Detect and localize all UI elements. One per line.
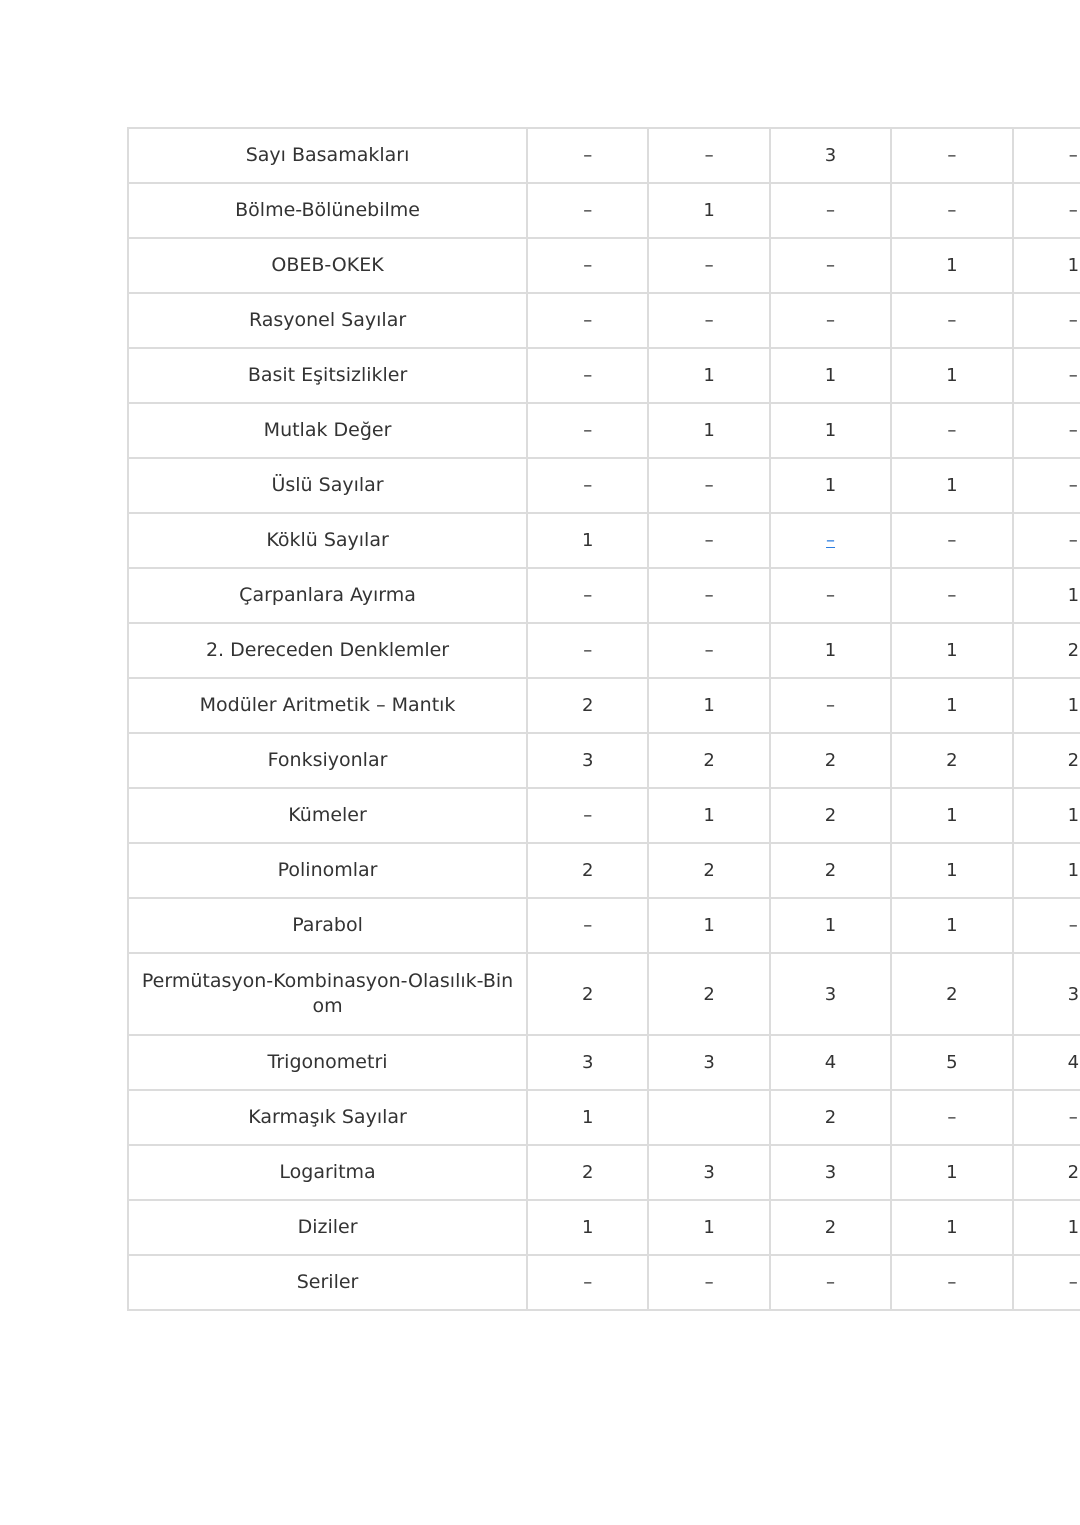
topic-question-table	[127, 127, 1080, 1311]
topic-cell: Logaritma	[128, 1145, 527, 1200]
table-row	[128, 788, 1080, 843]
count-cell: 1	[1013, 678, 1080, 733]
table-row	[128, 513, 1080, 568]
count-cell: –	[770, 293, 891, 348]
topic-cell: Trigonometri	[128, 1035, 527, 1090]
count-cell: 1	[648, 348, 769, 403]
count-cell: 3	[1013, 953, 1080, 1035]
count-cell: 3	[770, 1145, 891, 1200]
count-cell: 2	[527, 953, 648, 1035]
table-row	[128, 678, 1080, 733]
count-cell: 2	[1013, 1145, 1080, 1200]
count-cell: –	[1013, 1255, 1080, 1310]
topic-cell: Seriler	[128, 1255, 527, 1310]
count-cell	[648, 1090, 769, 1145]
count-cell: 1	[648, 183, 769, 238]
topic-cell: Parabol	[128, 898, 527, 953]
count-cell: 1	[891, 1200, 1012, 1255]
count-cell: 2	[891, 953, 1012, 1035]
count-cell: 1	[1013, 1200, 1080, 1255]
count-cell: –	[770, 183, 891, 238]
cell-link[interactable]: –	[826, 530, 836, 551]
count-cell: 1	[527, 1200, 648, 1255]
count-cell: 2	[770, 1090, 891, 1145]
table-row	[128, 1145, 1080, 1200]
count-cell: 2	[770, 788, 891, 843]
table-row	[128, 238, 1080, 293]
count-cell: –	[891, 183, 1012, 238]
table-row	[128, 623, 1080, 678]
topic-cell: Fonksiyonlar	[128, 733, 527, 788]
count-cell: 2	[1013, 623, 1080, 678]
count-cell: 1	[891, 1145, 1012, 1200]
count-cell: 2	[770, 733, 891, 788]
topic-cell: Mutlak Değer	[128, 403, 527, 458]
count-cell: –	[527, 293, 648, 348]
count-cell: 2	[770, 1200, 891, 1255]
count-cell: 1	[891, 623, 1012, 678]
count-cell: 1	[891, 788, 1012, 843]
count-cell: 1	[770, 623, 891, 678]
count-cell: 2	[648, 843, 769, 898]
count-cell: 1	[891, 238, 1012, 293]
count-cell: 3	[648, 1035, 769, 1090]
count-cell: 1	[648, 788, 769, 843]
count-cell: –	[527, 898, 648, 953]
topic-cell: 2. Dereceden Denklemler	[128, 623, 527, 678]
count-cell: –	[648, 293, 769, 348]
topic-cell: Permütasyon-Kombinasyon-Olasılık-Binom	[128, 953, 527, 1035]
count-cell: 2	[527, 843, 648, 898]
topic-cell: Köklü Sayılar	[128, 513, 527, 568]
count-cell: –	[891, 403, 1012, 458]
count-cell: 1	[1013, 788, 1080, 843]
count-cell: 3	[527, 1035, 648, 1090]
count-cell: 3	[770, 128, 891, 183]
count-cell: –	[1013, 403, 1080, 458]
table-row	[128, 953, 1080, 1035]
count-cell: –	[527, 348, 648, 403]
table-row	[128, 1035, 1080, 1090]
count-cell: 2	[527, 1145, 648, 1200]
table-row	[128, 128, 1080, 183]
count-cell: 1	[1013, 238, 1080, 293]
table-row	[128, 1090, 1080, 1145]
topic-cell: Modüler Aritmetik – Mantık	[128, 678, 527, 733]
topic-cell: Çarpanlara Ayırma	[128, 568, 527, 623]
topic-cell: Sayı Basamakları	[128, 128, 527, 183]
count-cell: 1	[770, 458, 891, 513]
count-cell: –	[527, 128, 648, 183]
count-cell: 1	[648, 678, 769, 733]
count-cell: 1	[770, 348, 891, 403]
count-cell: –	[648, 623, 769, 678]
count-cell: 4	[770, 1035, 891, 1090]
count-cell: –	[527, 238, 648, 293]
count-cell: –	[770, 1255, 891, 1310]
count-cell: –	[527, 568, 648, 623]
count-cell: 2	[527, 678, 648, 733]
count-cell: –	[1013, 458, 1080, 513]
count-cell	[770, 513, 891, 568]
count-cell: 2	[770, 843, 891, 898]
count-cell: 1	[648, 403, 769, 458]
count-cell: 2	[891, 733, 1012, 788]
count-cell: –	[770, 678, 891, 733]
count-cell: –	[648, 238, 769, 293]
count-cell: 3	[648, 1145, 769, 1200]
topic-cell: OBEB-OKEK	[128, 238, 527, 293]
count-cell: 2	[648, 733, 769, 788]
count-cell: –	[1013, 898, 1080, 953]
table-row	[128, 1255, 1080, 1310]
count-cell: –	[891, 1255, 1012, 1310]
count-cell: 1	[891, 348, 1012, 403]
count-cell: –	[891, 568, 1012, 623]
count-cell: –	[891, 1090, 1012, 1145]
count-cell: –	[527, 623, 648, 678]
topic-cell: Karmaşık Sayılar	[128, 1090, 527, 1145]
count-cell: –	[1013, 513, 1080, 568]
count-cell: –	[527, 788, 648, 843]
count-cell: 1	[891, 843, 1012, 898]
count-cell: 1	[891, 898, 1012, 953]
topic-cell: Basit Eşitsizlikler	[128, 348, 527, 403]
count-cell: 5	[891, 1035, 1012, 1090]
table-row	[128, 403, 1080, 458]
count-cell: –	[1013, 1090, 1080, 1145]
count-cell: –	[527, 1255, 648, 1310]
count-cell: 1	[648, 898, 769, 953]
topic-cell: Polinomlar	[128, 843, 527, 898]
count-cell: 2	[1013, 733, 1080, 788]
topic-cell: Bölme-Bölünebilme	[128, 183, 527, 238]
count-cell: 1	[1013, 568, 1080, 623]
count-cell: 1	[527, 513, 648, 568]
count-cell: –	[1013, 293, 1080, 348]
topic-table-container	[127, 127, 1080, 1311]
topic-cell: Diziler	[128, 1200, 527, 1255]
table-row	[128, 733, 1080, 788]
count-cell: –	[527, 458, 648, 513]
count-cell: –	[770, 238, 891, 293]
count-cell: 1	[648, 1200, 769, 1255]
count-cell: 1	[770, 403, 891, 458]
table-row	[128, 183, 1080, 238]
table-row	[128, 898, 1080, 953]
count-cell: –	[648, 128, 769, 183]
table-row	[128, 568, 1080, 623]
count-cell: 3	[527, 733, 648, 788]
count-cell: –	[1013, 348, 1080, 403]
count-cell: 1	[527, 1090, 648, 1145]
table-row	[128, 293, 1080, 348]
table-body	[128, 128, 1080, 1310]
count-cell: –	[648, 568, 769, 623]
count-cell: –	[1013, 183, 1080, 238]
count-cell: –	[891, 128, 1012, 183]
count-cell: 1	[770, 898, 891, 953]
table-row	[128, 458, 1080, 513]
count-cell: –	[648, 1255, 769, 1310]
table-row	[128, 348, 1080, 403]
topic-cell: Üslü Sayılar	[128, 458, 527, 513]
count-cell: 1	[1013, 843, 1080, 898]
count-cell: –	[648, 513, 769, 568]
topic-cell: Rasyonel Sayılar	[128, 293, 527, 348]
count-cell: –	[1013, 128, 1080, 183]
count-cell: –	[648, 458, 769, 513]
topic-cell: Kümeler	[128, 788, 527, 843]
count-cell: –	[527, 403, 648, 458]
count-cell: –	[527, 183, 648, 238]
count-cell: 3	[770, 953, 891, 1035]
count-cell: –	[770, 568, 891, 623]
table-row	[128, 843, 1080, 898]
count-cell: 4	[1013, 1035, 1080, 1090]
count-cell: 1	[891, 678, 1012, 733]
count-cell: –	[891, 513, 1012, 568]
count-cell: 1	[891, 458, 1012, 513]
count-cell: 2	[648, 953, 769, 1035]
table-row	[128, 1200, 1080, 1255]
count-cell: –	[891, 293, 1012, 348]
